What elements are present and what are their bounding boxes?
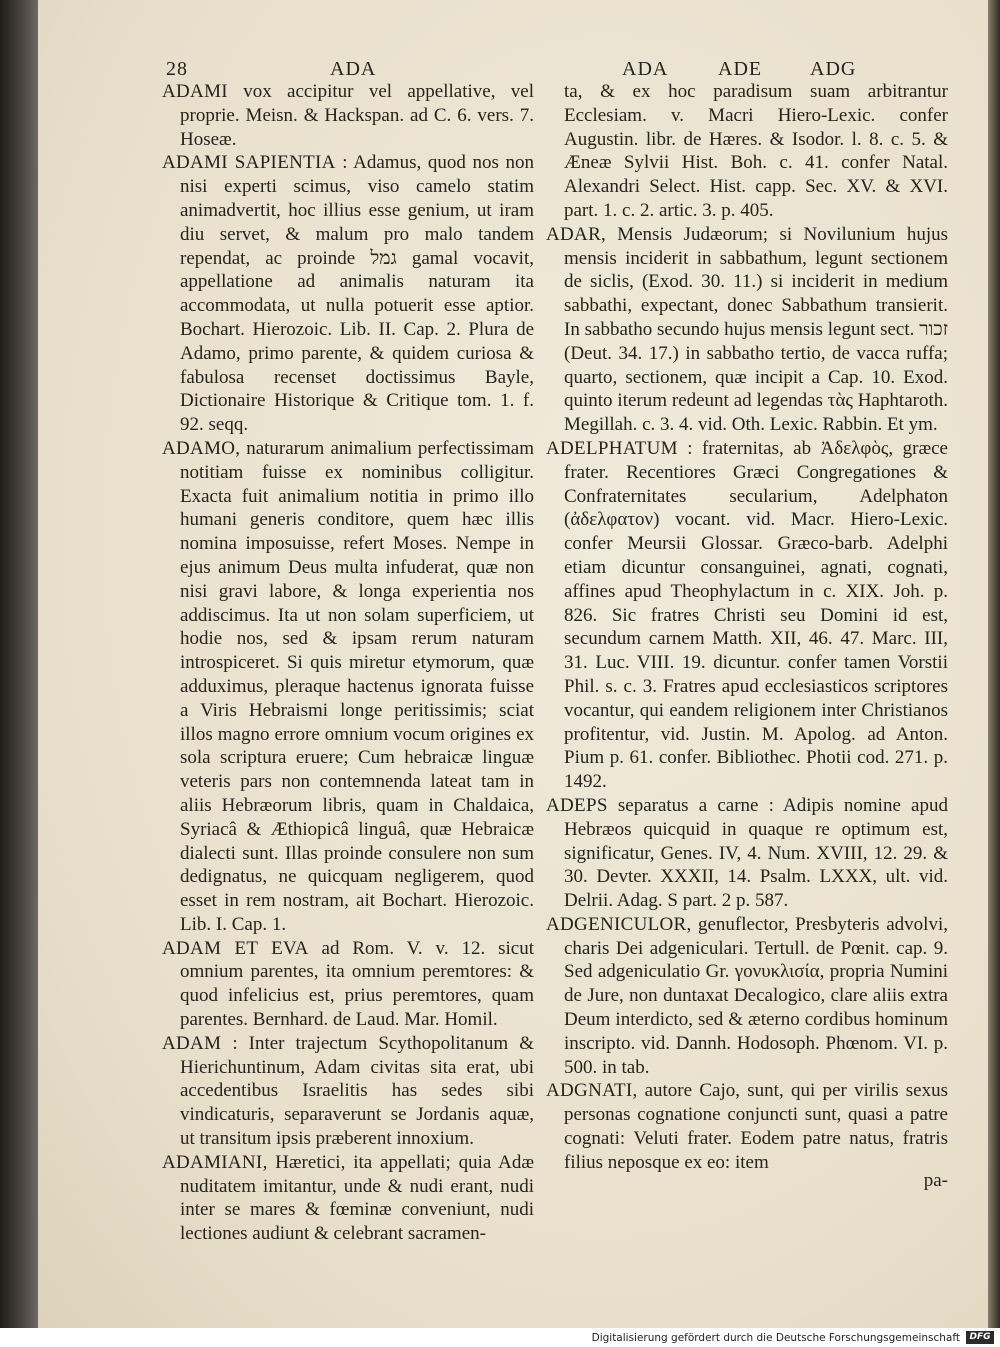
dictionary-entry xyxy=(162,1032,534,1151)
entry-headword: ADGENICULOR xyxy=(546,913,687,935)
entry-text: : fraternitas, ab Ἀδελφὸς, græce frater. Recentiores Græci Congregationes & Confraternitates secularium, Adelphaton (ἀδελφατον) vocant. vid. Macr. Hiero-Lexic. confer Meursii Glossar. Græco-barb. Adelphi etiam dicuntur consanguinei, agnati, cognati, affines apud Theophylactum in c. XIX. Joh. p. 826. Sic fratres Christi seu Domini id est, secundum carnem Matth. XII, 46. 47. Marc. III, 31. Luc. VIII. 19. dicuntur. confer tamen Vorstii Phil. s. c. 3. Fratres apud ecclesiasticos scriptores vocantur, qui eandem religionem inter Christianos profitentur, vid. Justin. M. Apolog. ad Anton. Pium p. 61. confer. Bibliothec. Photii cod. 271. p. 1492. xyxy=(564,437,948,793)
scan-edge-right xyxy=(988,0,1000,1328)
scan-edge-left xyxy=(0,0,38,1328)
dictionary-entry xyxy=(546,913,948,1080)
entry-headword: ADAR xyxy=(546,223,602,245)
catchword: pa- xyxy=(923,1170,948,1191)
entry-headword: ADAMO xyxy=(162,437,236,459)
entry-text: , genuflector, Presbyteris advolvi, charis Dei adgeniculari. Tertull. de Pœnit. cap. 9. Sed adgeniculatio Gr. γονυκλισία, propria Numini de Jure, non duntaxat Decalogico, clare aliis extra Deum interdicto, sed & æterno cordibus hominum inscripto. vid. Dannh. Hodosoph. Phœnom. VI. p. 500. in tab. xyxy=(564,913,948,1078)
dictionary-entry xyxy=(546,794,948,913)
book-page xyxy=(38,0,988,1328)
dfg-logo[interactable]: DFG xyxy=(966,1331,994,1344)
entry-headword: ADEPS xyxy=(546,794,608,816)
dictionary-entry xyxy=(546,223,948,437)
right-running-head-1: ADA xyxy=(622,58,669,80)
right-running-head-2: ADE xyxy=(718,58,763,80)
digitization-footer xyxy=(0,1328,1000,1347)
entry-text: , Hæretici, ita appellati; quia Adæ nuditatem imitantur, unde & nudi erant, nudi inter se mares & fœminæ conveniunt, nudi lectiones audiunt & celebrant sacramen- xyxy=(180,1151,534,1245)
entry-headword: ADAM xyxy=(162,1032,222,1054)
page-number: 28 xyxy=(166,58,188,80)
left-running-head: ADA xyxy=(330,58,377,80)
entry-headword: ADAMI SAPIENTIA xyxy=(162,152,336,174)
entry-headword: ADAM ET EVA xyxy=(162,937,309,959)
entry-text: separatus a carne : Adipis nomine apud Hebræos quicquid in quaque re optimum est, significatur, Genes. IV, 4. Num. XVIII, 12. 29. & 30. Devter. XXXII, 14. Psalm. LXXX, ult. vid. Delrii. Adag. S part. 2 p. 587. xyxy=(564,794,948,912)
entry-text: ad Rom. V. v. 12. sicut omnium parentes, ita omnium peremtores: & quod infelicius est, prius peremtores, quam parentes. Bernhard. de Laud. Mar. Homil. xyxy=(180,937,535,1031)
entry-text: : Inter trajectum Scythopolitanum & Hierichuntinum, Adam civitas sita erat, ubi accedentibus Israelitis has sedes sibi vindicaturis, separaverunt se Jordanis aquæ, ut transitum ipsis præberent innoxium. xyxy=(180,1032,534,1150)
right-running-head-3: ADG xyxy=(810,58,857,80)
entry-headword: ADELPHATUM xyxy=(546,437,678,459)
entry-text: , Mensis Judæorum; si Novilunium hujus mensis inciderit in sabbathum, legunt sectionem de siclis, (Exod. 30. 11.) si inciderit in medium sabbathi, expectant, donec Sabbathum transierit. In sabbatho secundo hujus mensis legunt sect. זכור (Deut. 34. 17.) in sabbatho tertio, de vacca ruffa; quarto, sectionem, quæ incipit a Cap. 10. Exod. quinto iterum redeunt ad legendas τὰς Haphtaroth. Megillah. c. 3. 4. vid. Oth. Lexic. Rabbin. Et ym. xyxy=(564,223,948,436)
right-column xyxy=(546,80,948,1175)
entry-headword: ADAMIANI xyxy=(162,1151,263,1173)
dictionary-entry xyxy=(162,151,534,437)
entry-headword: ADGNATI xyxy=(546,1080,633,1102)
left-column xyxy=(162,80,534,1246)
entry-text: , naturarum animalium perfectissimam notitiam fuisse ex nominibus colligitur. Exacta fuit animalium notitia in primo illo humani generis conditore, quem hæc illis nomina imposuisse, refert Moses. Nempe in ejus animum Deus multa infuderat, quæ non nisi gravi labore, & longa experientia nos addiscimus. Ita ut non solam superficiem, ut hodie nos, sed & ipsam rerum naturam introspiceret. Si quis miretur etymorum, quæ adduximus, pleraque hactenus ignorata fuisse a Viris Hebraismi longe peritissimis; sciat illos magno errore omnium vocum origines ex sola scriptura eruere; Cum hebraicæ linguæ veteris pars non contemnenda lateat tam in aliis Hebræorum libris, quam in Chaldaica, Syriacâ & Æthiopicâ linguâ, quæ Hebraicæ dialecti sunt. Illas proinde consulere non sum dedignatus, ne quicquam negligerem, quod esset in rem nostram, ait Bochart. Hierozoic. Lib. I. Cap. 1. xyxy=(180,437,534,935)
dictionary-entry xyxy=(546,1079,948,1174)
entry-text: : Adamus, quod nos non nisi experti scimus, viso camelo statim animadvertit, hoc illius esse genium, ut iram diu servet, & malum pro malo tandem rependat, ac proinde גמל gamal vocavit, appellatione ad animalis naturam ita accommodata, ut nulla potuerit esse aptior. Bochart. Hierozoic. Lib. II. Cap. 2. Plura de Adamo, primo parente, & quidem curiosa & fabulosa recenset doctissimus Bayle, Dictionaire Historique & Critique tom. 1. f. 92. seqq. xyxy=(180,152,534,436)
dictionary-entry xyxy=(162,80,534,151)
dictionary-entry xyxy=(162,937,534,1032)
entry-text: , autore Cajo, sunt, qui per virilis sexus personas cognatione conjuncti sunt, quasi a patre cognati: Veluti frater. Eodem patre natus, fratris filius neposque ex eo: item xyxy=(564,1080,948,1173)
entry-continuation: ta, & ex hoc paradisum suam arbitrantur Ecclesiam. v. Macri Hiero-Lexic. confer Augustin. libr. de Hæres. & Isodor. l. 8. c. 5. & Æneæ Sylvii Hist. Boh. c. 41. confer Natal. Alexandri Select. Hist. capp. Sec. XV. & XVI. part. 1. c. 2. artic. 3. p. 405. xyxy=(564,81,948,221)
entry-text: vox accipitur vel appellative, vel proprie. Meisn. & Hackspan. ad C. 6. vers. 7. Hoseæ. xyxy=(180,81,534,150)
dictionary-entry xyxy=(162,1151,534,1246)
dictionary-entry xyxy=(162,437,534,937)
funding-notice: Digitalisierung gefördert durch die Deutsche Forschungsgemeinschaft xyxy=(591,1332,960,1344)
entry-headword: ADAMI xyxy=(162,81,228,102)
dictionary-entry xyxy=(546,437,948,794)
